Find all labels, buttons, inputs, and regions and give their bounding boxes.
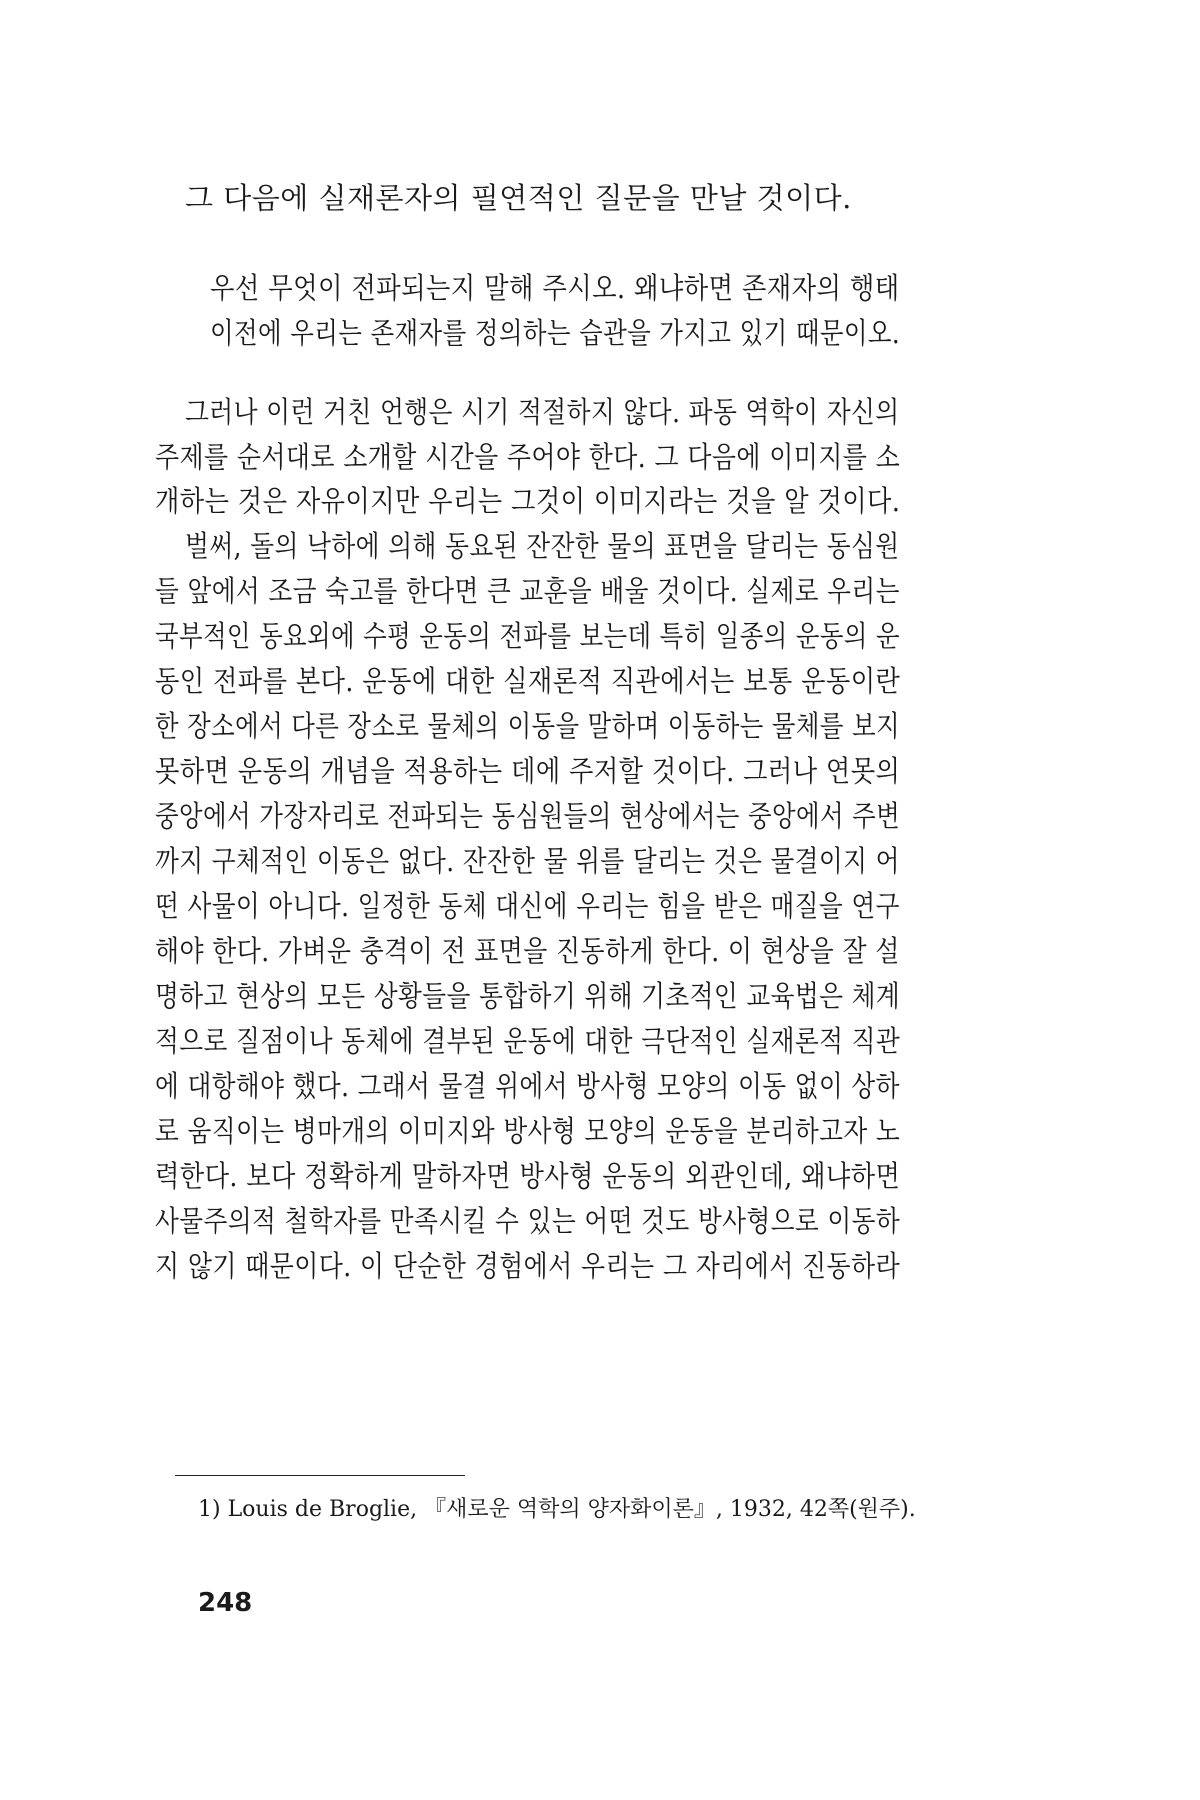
footnote-divider [175, 1475, 465, 1476]
paragraph-line: 에 대항해야 했다. 그래서 물결 위에서 방사형 모양의 이동 없이 상하 [155, 1069, 900, 1103]
paragraph-line: 그러나 이런 거친 언행은 시기 적절하지 않다. 파동 역학이 자신의 [185, 395, 900, 429]
paragraph-line: 벌써, 돌의 낙하에 의해 동요된 잔잔한 물의 표면을 달리는 동심원 [185, 529, 900, 563]
paragraph-line: 들 앞에서 조금 숙고를 한다면 큰 교훈을 배울 것이다. 실제로 우리는 [155, 574, 900, 608]
paragraph-line: 해야 한다. 가벼운 충격이 전 표면을 진동하게 한다. 이 현상을 잘 설 [155, 934, 900, 968]
paragraph-line: 국부적인 동요외에 수평 운동의 전파를 보는데 특히 일종의 운동의 운 [155, 619, 900, 653]
paragraph-line: 중앙에서 가장자리로 전파되는 동심원들의 현상에서는 중앙에서 주변 [155, 799, 901, 833]
paragraph-line: 명하고 현상의 모든 상황들을 통합하기 위해 기초적인 교육법은 체계 [155, 979, 901, 1013]
footnote: 1) Louis de Broglie, 『새로운 역학의 양자화이론』, 1932, 42쪽(원주). [198, 1497, 916, 1522]
paragraph-line: 지 않기 때문이다. 이 단순한 경험에서 우리는 그 자리에서 진동하라 [155, 1249, 901, 1283]
paragraph-line: 못하면 운동의 개념을 적용하는 데에 주저할 것이다. 그러나 연못의 [155, 754, 901, 788]
paragraph-line: 동인 전파를 본다. 운동에 대한 실재론적 직관에서는 보통 운동이란 [155, 664, 901, 698]
paragraph-line: 개하는 것은 자유이지만 우리는 그것이 이미지라는 것을 알 것이다. [155, 484, 901, 518]
paragraph-line: 력한다. 보다 정확하게 말하자면 방사형 운동의 외관인데, 왜냐하면 [155, 1159, 901, 1193]
quote-line: 우선 무엇이 전파되는지 말해 주시오. 왜냐하면 존재자의 행태 [210, 271, 900, 305]
quote-line: 이전에 우리는 존재자를 정의하는 습관을 가지고 있기 때문이오. [210, 316, 901, 350]
intro-line: 그 다음에 실재론자의 필연적인 질문을 만날 것이다. [185, 181, 852, 215]
paragraph-line: 주제를 순서대로 소개할 시간을 주어야 한다. 그 다음에 이미지를 소 [155, 440, 901, 474]
paragraph-line: 사물주의적 철학자를 만족시킬 수 있는 어떤 것도 방사형으로 이동하 [155, 1204, 901, 1238]
paragraph-line: 적으로 질점이나 동체에 결부된 운동에 대한 극단적인 실재론적 직관 [155, 1024, 901, 1058]
paragraph-line: 떤 사물이 아니다. 일정한 동체 대신에 우리는 힘을 받은 매질을 연구 [155, 889, 900, 923]
paragraph-line: 까지 구체적인 이동은 없다. 잔잔한 물 위를 달리는 것은 물결이지 어 [155, 844, 900, 878]
paragraph-line: 로 움직이는 병마개의 이미지와 방사형 모양의 운동을 분리하고자 노 [155, 1114, 901, 1148]
paragraph-line: 한 장소에서 다른 장소로 물체의 이동을 말하며 이동하는 물체를 보지 [155, 709, 900, 743]
page-number: 248 [198, 1588, 253, 1618]
